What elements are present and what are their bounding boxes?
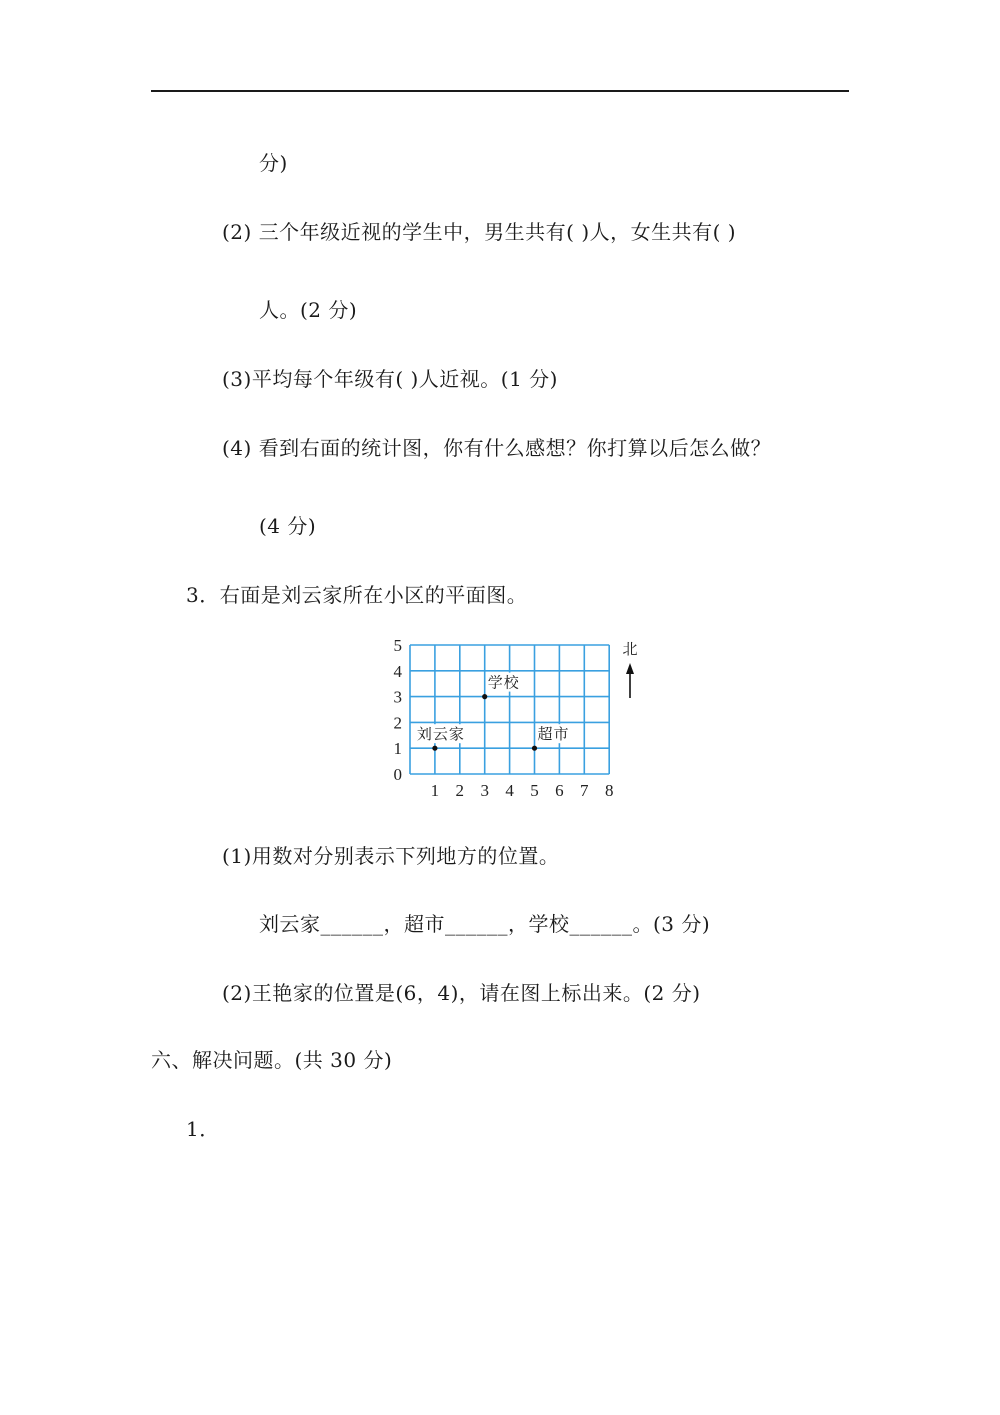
location-label: 超市 <box>537 727 570 744</box>
location-point <box>532 746 537 751</box>
y-tick-label: 1 <box>393 739 402 759</box>
question-4-text: (4) 看到右面的统计图，你有什么感想？你打算以后怎么做？ <box>222 436 772 460</box>
x-tick-label: 5 <box>530 781 539 800</box>
header-rule <box>151 90 849 92</box>
y-tick-label: 0 <box>393 765 402 784</box>
section-6-title: 六、解决问题。(共 30 分) <box>151 1048 393 1072</box>
y-tick-label: 2 <box>393 713 402 733</box>
x-tick-label: 1 <box>430 781 440 800</box>
x-tick-label: 7 <box>580 781 589 800</box>
x-tick-label: 4 <box>505 781 514 800</box>
problem-3-sub-2: (2)王艳家的位置是(6，4)，请在图上标出来。(2 分) <box>222 981 701 1005</box>
position-blanks: 刘云家______，超市______，学校______。(3 分) <box>259 912 711 936</box>
question-4-score: (4 分) <box>259 514 317 538</box>
question-2-text: (2) 三个年级近视的学生中，男生共有( )人，女生共有( ) <box>222 220 737 244</box>
x-tick-label: 2 <box>455 781 465 800</box>
location-label: 刘云家 <box>416 727 465 744</box>
x-tick-label: 3 <box>480 781 489 800</box>
y-tick-label: 3 <box>393 687 402 707</box>
section-6-item-1: 1． <box>186 1117 220 1141</box>
coordinate-grid <box>380 630 650 810</box>
y-tick-label: 4 <box>393 661 402 681</box>
north-label: 北 <box>622 642 638 658</box>
location-point <box>482 694 487 699</box>
neighborhood-map <box>380 630 650 810</box>
question-3-text: (3)平均每个年级有( )人近视。(1 分) <box>222 367 558 391</box>
y-tick-label: 5 <box>393 636 402 655</box>
north-arrow-icon <box>626 663 634 698</box>
continued-score-text: 分) <box>259 151 288 175</box>
x-tick-label: 6 <box>555 781 564 800</box>
location-point <box>432 746 437 751</box>
question-2-continued: 人。(2 分) <box>259 298 358 322</box>
x-tick-label: 8 <box>604 781 614 800</box>
problem-3-title: 3．右面是刘云家所在小区的平面图。 <box>186 583 528 607</box>
location-label: 学校 <box>487 675 520 692</box>
problem-3-sub-1: (1)用数对分别表示下列地方的位置。 <box>222 844 560 868</box>
